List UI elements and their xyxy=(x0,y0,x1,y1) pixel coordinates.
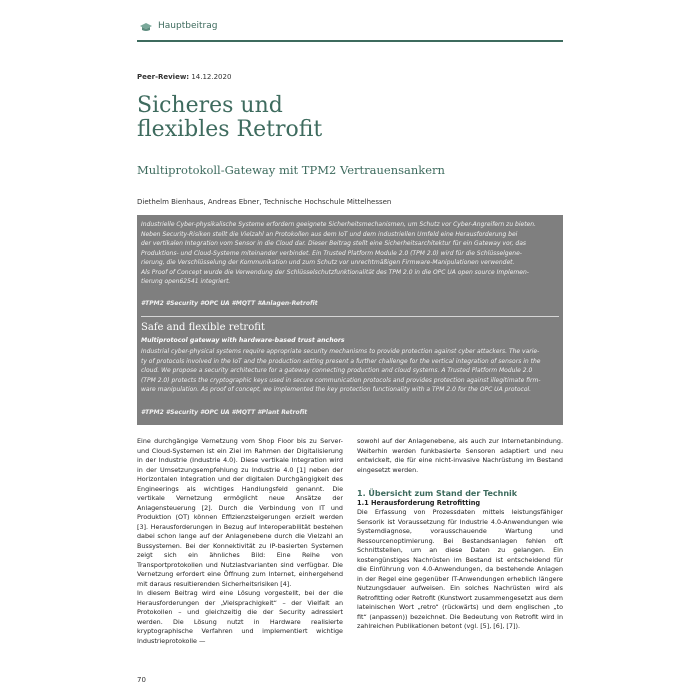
article-subtitle: Multiprotokoll-Gateway mit TPM2 Vertrauensankern xyxy=(137,163,445,177)
authors: Diethelm Bienhaus, Andreas Ebner, Technische Hochschule Mittelhessen xyxy=(137,198,392,206)
abstract-de-line: Industrielle Cyber-physikalische Systeme erfordern geeignete Sicherheitsmechanismen, um Schutz vor Cyber-Angreifern zu bieten. xyxy=(141,221,536,228)
section-header xyxy=(137,18,563,44)
abstract-de-line: der vertikalen Integration vom Sensor in die Cloud dar. Dieser Beitrag stellt eine Sicherheitsarchitektur für ein Gateway vor, das xyxy=(141,240,526,247)
abstract-en-tags: #TPM2 #Security #OPC UA #MQTT #Plant Retrofit xyxy=(141,409,308,416)
abstract-de-line: Als Proof of Concept wurde die Verwendung der Schlüsselschutzfunktionalität des TPM 2.0 in die OPC UA open source Implemen- xyxy=(141,268,529,276)
abstract-en-line: ty of protocols involved in the IoT and the production setting present a further challenge for the vertical integration of sensors in the xyxy=(141,357,541,365)
abstract-de-text xyxy=(141,220,559,287)
hat-icon xyxy=(139,22,153,32)
abstract-de-tags: #TPM2 #Security #OPC UA #MQTT #Anlagen-Retrofit xyxy=(141,300,318,307)
abstract-en-line: cloud. We propose a security architecture for a gateway connecting production and cloud systems. A Trusted Platform Module 2.0 xyxy=(141,367,533,374)
section-heading: 1. Übersicht zum Stand der Technik xyxy=(357,489,518,498)
abstract-de-line: Produktions- und Cloud-Systeme miteinander verbindet. Ein Trusted Platform Module 2.0 (TPM 2.0) wird für die Schlüsselgene- xyxy=(141,249,522,257)
title-line-1: Sicheres und xyxy=(137,93,283,118)
body-column-left xyxy=(137,437,343,646)
abstract-de-line: rierung, die Verschlüsselung der Kommunikation und zum Schutz vor unrechtmäßigen Firmware-Manipulationen verwendet. xyxy=(141,259,515,266)
body-column-right xyxy=(357,437,563,632)
abstract-en-title: Safe and flexible retrofit xyxy=(141,322,265,333)
abstract-de-line: Neben Security-Risiken stellt die Vielzahl an Protokollen aus dem IoT und dem industriellen Umfeld eine Herausforderung bei xyxy=(141,230,518,238)
abstract-en-line: ware manipulation. As proof of concept, we implemented the key protection functionality with a TPM 2.0 for the OPC UA protocol. xyxy=(141,386,532,393)
abstract-divider xyxy=(141,316,559,317)
section-label: Hauptbeitrag xyxy=(158,21,218,31)
review-line xyxy=(137,73,231,81)
subsection-heading: 1.1 Herausforderung Retrofitting xyxy=(357,498,481,507)
abstract-en-line: Industrial cyber-physical systems require appropriate security mechanisms to provide protection against cyber attackers. The varie- xyxy=(141,348,540,355)
body-paragraph: Die Erfassung von Prozessdaten mittels leistungsfähiger Sensorik ist Voraussetzung für Industrie 4.0-Anwendungen wie Systemdiagnose, vorausschauende Wartung und Ressourcenoptimierung. Bei Bestandsanlagen fehlen oft Schnittstellen, um an diese Daten zu gelangen. Ein kostengünstiges Nachrüsten im Bestand ist entscheidend für die Einführung von 4.0-Anwendungen, da bestehende Anlagen in der Regel eine gegenüber IT-Anwendungen erheblich längere Nutzungsdauer aufweisen. Ein solches Nachrüsten wird als Retrofitting oder Retrofit (Kunstwort zusammengesetzt aus dem lateinischen Wort „retro“ (rückwärts) und dem englischen „to fit“ (anpassen)) bezeichnet. Die Bedeutung von Retrofit wird in zahlreichen Publikationen betont (vgl. [5], [6], [7]). xyxy=(357,508,563,630)
review-label: Peer-Review: xyxy=(137,73,190,81)
article-title xyxy=(137,94,322,142)
abstract-en-line: (TPM 2.0) protects the cryptographic keys used in secure communication protocols and provides protection against illegitimate firm- xyxy=(141,376,541,384)
abstract-box xyxy=(137,215,563,425)
title-line-2: flexibles Retrofit xyxy=(137,117,323,142)
header-divider xyxy=(137,40,563,42)
review-date: 14.12.2020 xyxy=(191,73,232,81)
body-paragraph: sowohl auf der Anlagenebene, als auch zur Internetanbindung. Weiterhin werden funkbasierte Sensoren adaptiert und neu entwickelt, die für eine nicht-invasive Nachrüstung im Bestand eingesetzt werden. xyxy=(357,437,563,474)
abstract-en-subtitle: Multiprotocol gateway with hardware-based trust anchors xyxy=(141,337,345,344)
body-paragraph: Eine durchgängige Vernetzung vom Shop Floor bis zu Server- und Cloud-Systemen ist ein Ziel im Rahmen der Digitalisierung in der Industrie (Industrie 4.0). Diese vertikale Integration wird in der Umsetzungsempfehlung zu Industrie 4.0 [1] neben der Horizontalen Integration und der digitalen Durchgängigkeit des Engineerings als wichtiges Handlungsfeld genannt. Die vertikale Vernetzung ermöglicht neue Ansätze der Anlagensteuerung [2]. Durch die Verbindung von IT und Produktion (OT) können Effizienzsteigerungen erzielt werden [3]. Herausforderungen in Bezug auf Interoperabilität bestehen dabei schon lange auf der Anlagenebene durch die Vielzahl an Bussystemen. Bei der Konnektivität zu IP-basierten Systemen zeigt sich ein ähnliches Bild: Eine Reihe von Transportprotokollen und Nutzlastvarianten sind verfügbar. Die Vernetzung erfordert eine Öffnung zum Internet, einhergehend mit daraus resultierenden Sicherheitsrisiken [4]. xyxy=(137,437,343,588)
abstract-en-text xyxy=(141,347,559,395)
page-number: 70 xyxy=(137,676,146,684)
abstract-de-line: tierung open62541 integriert. xyxy=(141,278,231,285)
body-paragraph: In diesem Beitrag wird eine Lösung vorgestellt, bei der die Herausforderungen der „Vielsprachigkeit“ – der Vielfalt an Protokollen – und gleichzeitig die der Security adressiert werden. Die Lösung nutzt in Hardware realisierte kryptographische Verfahren und implementiert wichtige Industrieprotokolle — xyxy=(137,589,343,645)
